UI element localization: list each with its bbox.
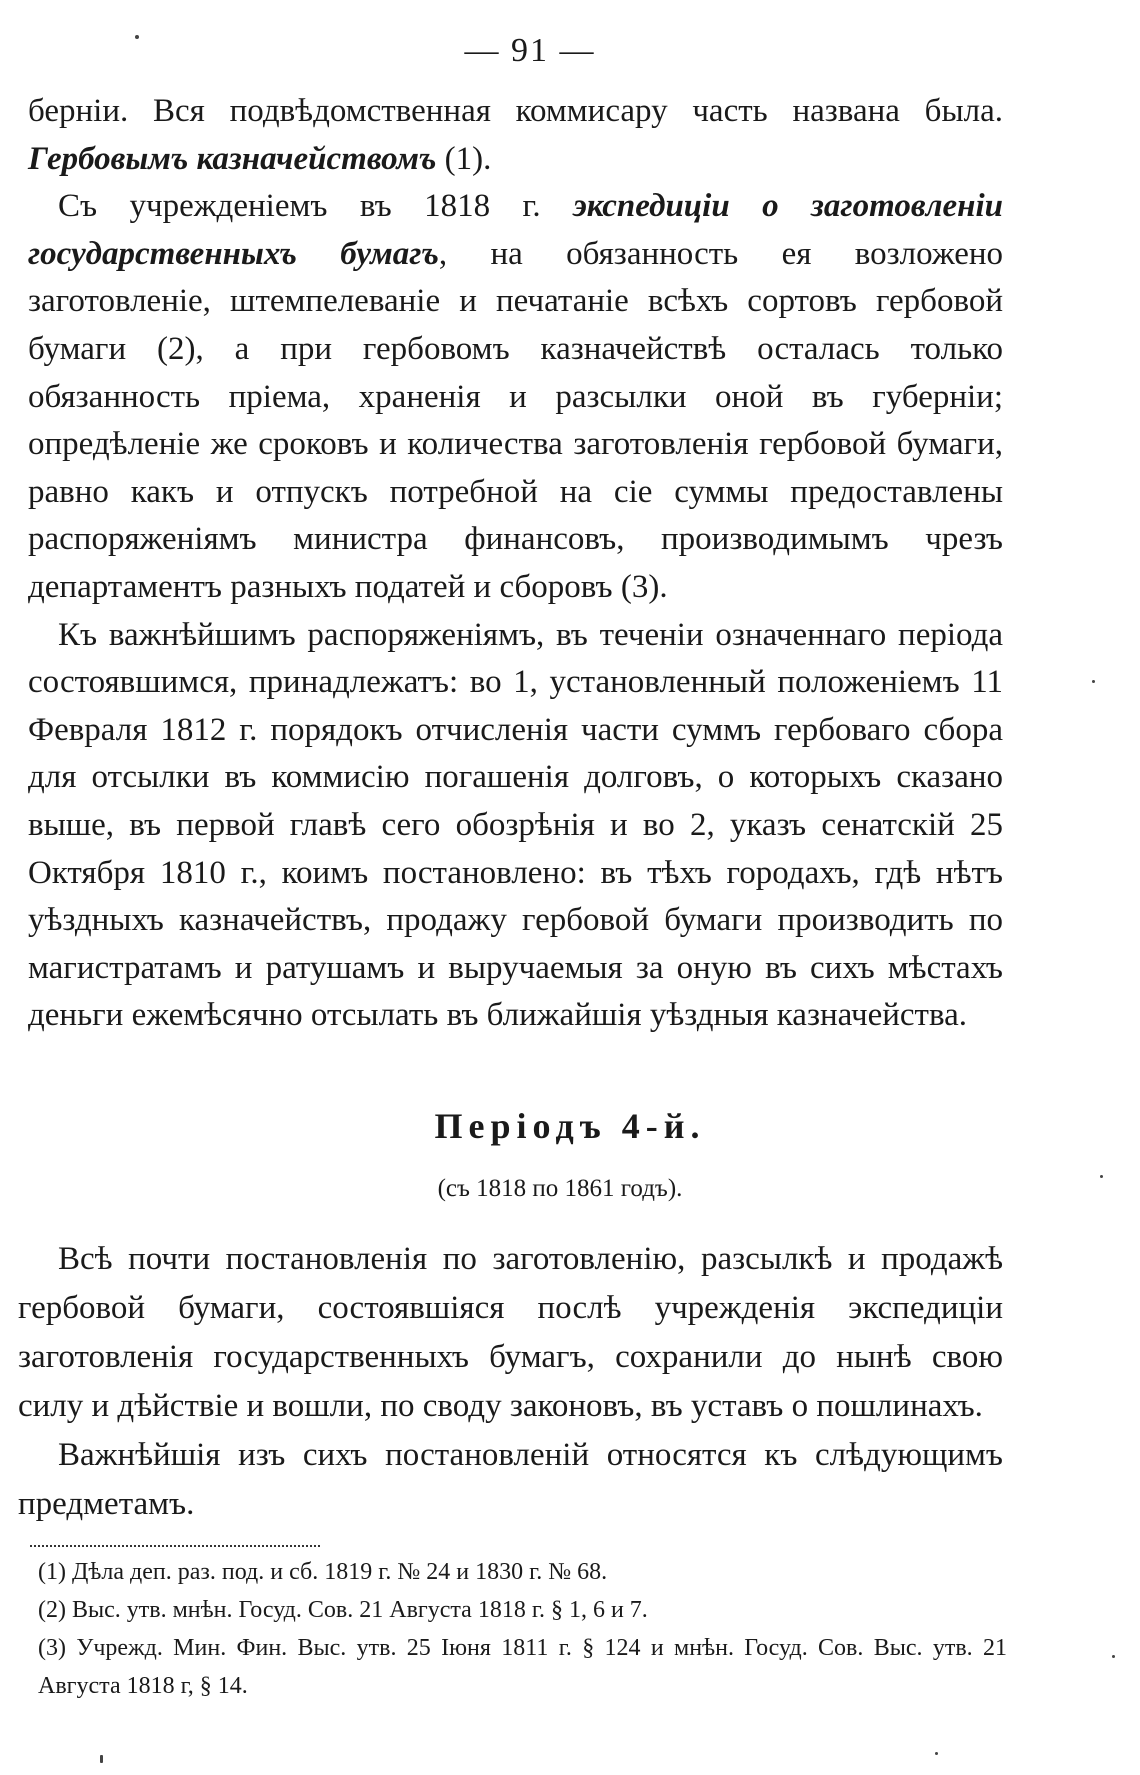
print-speck: [1092, 680, 1095, 683]
page-number: — 91 —: [464, 32, 596, 69]
paragraph-2: [28, 183, 1003, 611]
footnote-1: (1) Дѣла деп. раз. под. и сб. 1819 г. № 24 и 1830 г. № 68.: [38, 1559, 608, 1585]
paragraph-1-footnote-ref: (1).: [444, 140, 492, 177]
print-speck: [1100, 1175, 1103, 1178]
section-subheading: (съ 1818 по 1861 годъ).: [437, 1175, 683, 1202]
paragraph-1: [28, 88, 1003, 183]
footnote-divider: [30, 1545, 320, 1547]
section-paragraph-1: Всѣ почти постановленія по заготовленію, разсылкѣ и продажѣ гербовой бумаги, состоявшіяся послѣ учрежденія экспедиціи заготовленія государственныхъ бумагъ, сохранили до нынѣ свою силу и дѣйствіе и вошли, по своду законовъ, въ уставъ о пошлинахъ.: [18, 1241, 1003, 1424]
footnote-2: (2) Выс. утв. мнѣн. Госуд. Сов. 21 Августа 1818 г. § 1, 6 и 7.: [38, 1597, 648, 1623]
print-speck: [935, 1752, 938, 1755]
section-paragraph-2: Важнѣйшія изъ сихъ постановленій относятся къ слѣдующимъ предметамъ.: [18, 1437, 1003, 1522]
paragraph-2-text-rest: , на обязанность ея возложено заготовленіе, штемпелеваніе и печатаніе всѣхъ сортовъ гербовой бумаги (2), а при гербовомъ казначействѣ осталась только обязанность пріема, храненія и разсылки оной въ губерніи; опредѣленіе же сроковъ и количества заготовленія гербовой бумаги, равно какъ и отпускъ потребной на сіе суммы предоставлены распоряженіямъ министра финансовъ, производимымъ чрезъ департаментъ разныхъ податей и сборовъ (3).: [28, 235, 1004, 605]
print-speck: [100, 1755, 103, 1763]
section-heading: Періодъ 4-й.: [434, 1106, 706, 1146]
section-text-block: [18, 1235, 1003, 1529]
paragraph-2-text-start: Съ учрежденіемъ въ 1818 г.: [58, 188, 541, 225]
footnotes: [12, 1553, 1007, 1705]
main-text-block: [28, 88, 1003, 1040]
footnote-3: (3) Учрежд. Мин. Фин. Выс. утв. 25 Іюня 1811 г. § 124 и мнѣн. Госуд. Сов. Выс. утв. 21 Августа 1818 г, § 14.: [38, 1635, 1007, 1699]
print-speck: [135, 35, 139, 39]
paragraph-1-emphasis: Гербовымъ казначействомъ: [28, 140, 437, 177]
paragraph-1-text: берніи. Вся подвѣдомственная коммисару часть названа была.: [28, 93, 1003, 129]
print-speck: [1112, 1655, 1115, 1658]
paragraph-3: Къ важнѣйшимъ распоряженіямъ, въ теченіи означеннаго періода состоявшимся, принадлежатъ: во 1, установленный положеніемъ 11 Февраля 1812 г. порядокъ отчисленія части суммъ гербоваго сбора для отсылки въ коммисію погашенія долговъ, о которыхъ сказано выше, въ первой главѣ сего обозрѣнія и во 2, указъ сенатскій 25 Октября 1810 г., коимъ постановлено: въ тѣхъ городахъ, гдѣ нѣтъ уѣздныхъ казначействъ, продажу гербовой бумаги производить по магистратамъ и ратушамъ и выручаемыя за оную въ сихъ мѣстахъ деньги ежемѣсячно отсылать въ ближайшія уѣздныя казначейства.: [28, 616, 1003, 1034]
paragraph-2-emphasis: экспедиціи о заготовленіи государственныхъ бумагъ: [28, 188, 1004, 272]
